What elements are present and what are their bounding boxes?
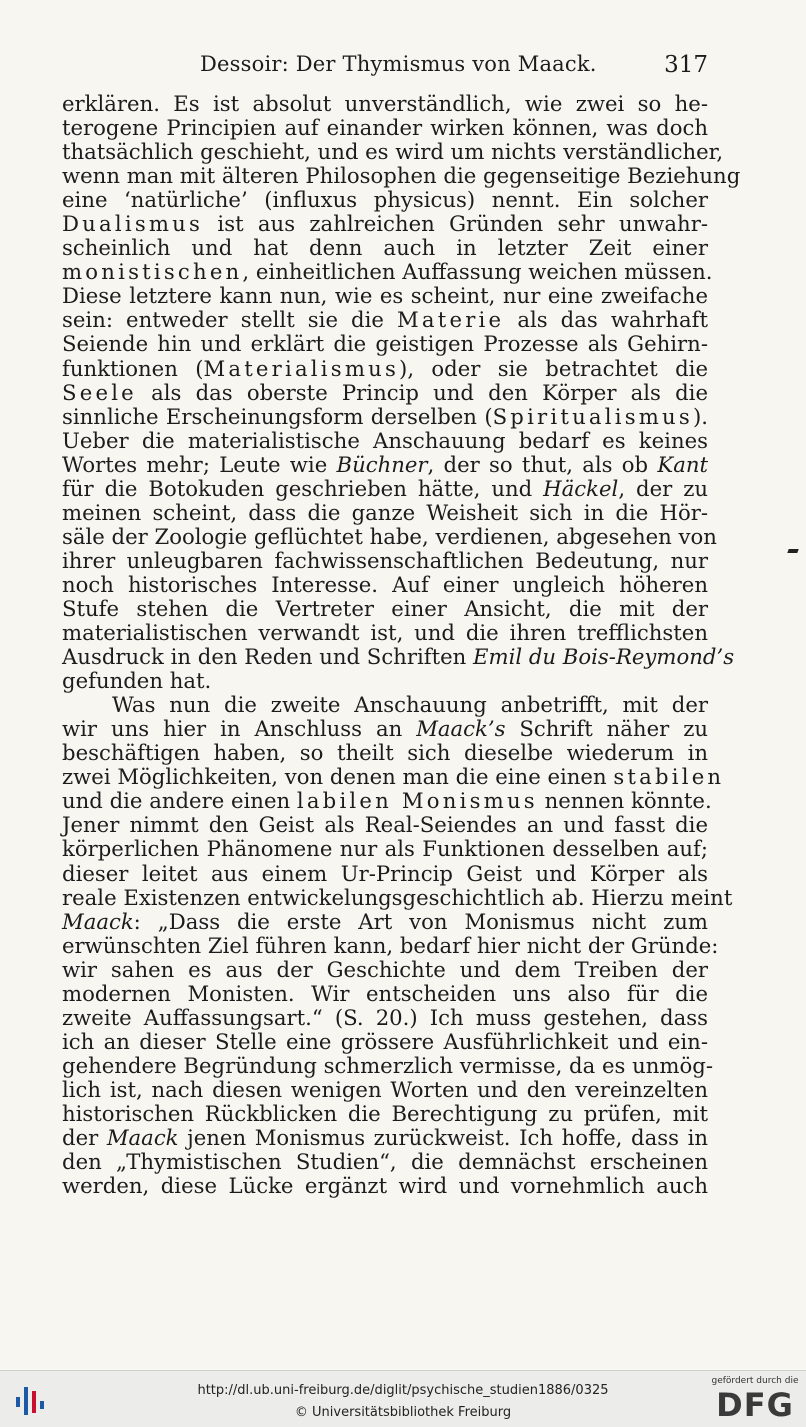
text-line (62, 813, 708, 837)
text-line (62, 477, 708, 501)
text-line (62, 429, 708, 453)
text-run: materialistischen verwandt ist, und die ihren trefflichsten (62, 620, 708, 646)
text-run: noch historisches Interesse. Auf einer ungleich höheren (62, 571, 708, 597)
text-run: terogene Principien auf einander wirken können, was doch (62, 115, 708, 141)
text-run: ich an dieser Stelle eine grössere Ausführlichkeit und ein- (62, 1028, 708, 1054)
text-line (62, 669, 708, 693)
text-line (62, 116, 708, 140)
text-line (62, 308, 708, 332)
text-run: scheinlich und hat denn auch in letzter Zeit einer (62, 235, 708, 261)
text-line (62, 1102, 708, 1126)
text-line (62, 332, 708, 356)
text-run: dieser leitet aus einem Ur-Princip Geist und Körper als (62, 860, 708, 886)
text-line (62, 982, 708, 1006)
text-line (62, 236, 708, 260)
text-line (62, 92, 708, 116)
dfg-wordmark: DFG (716, 1386, 794, 1424)
copyright-notice: © Universitätsbibliothek Freiburg (294, 1405, 512, 1420)
text-run: als das wahrhaft (504, 307, 708, 333)
italic-name: Maack (62, 908, 134, 934)
text-run: beschäftigen haben, so theilt sich dieselbe wiederum in (62, 740, 708, 766)
text-line (62, 621, 708, 645)
spaced-emphasis: labilen Monismus (296, 788, 538, 814)
text-run: der (62, 1125, 107, 1151)
text-line (62, 1174, 708, 1198)
text-line (62, 1052, 713, 1078)
text-run: Was nun die zweite Anschauung anbetrifft, mit der (112, 692, 708, 718)
text-line (62, 717, 708, 741)
text-run: Stufe stehen die Vertreter einer Ansicht, die mit der (62, 595, 708, 621)
body-text (62, 91, 741, 1199)
italic-name: Maack’s (416, 716, 506, 742)
spaced-emphasis: Spiritualismus (492, 403, 693, 429)
text-run: ist aus zahlreichen Gründen sehr unwahr- (203, 211, 708, 237)
text-run: Jener nimmt den Geist als Real-Seiendes an und fasst die (62, 812, 708, 838)
text-run: eine ‘natürliche’ (influxus physicus) nennt. Ein solcher (62, 187, 708, 213)
text-run: und die andere einen (62, 788, 297, 814)
italic-name: Emil du Bois-Reymond’s (473, 644, 735, 670)
text-run: reale Existenzen entwickelungsgeschichtlich ab. Hierzu meint (62, 884, 733, 910)
text-run: für die Botokuden geschrieben hätte, und (62, 475, 544, 501)
text-line (62, 788, 712, 814)
text-run: , der so thut, als ob (427, 451, 658, 477)
text-line (62, 1006, 708, 1030)
text-line (62, 163, 741, 189)
text-line (62, 764, 725, 790)
spaced-emphasis: Dualismus (62, 211, 204, 237)
text-run: Ueber die materialistische Anschauung bedarf es keines (62, 427, 708, 453)
text-run: meinen scheint, dass die ganze Weisheit sich in die Hör- (62, 499, 708, 525)
text-run: gefunden hat. (62, 668, 212, 694)
running-head (62, 52, 708, 80)
text-run: lich ist, nach diesen wenigen Worten und den vereinzelten (62, 1076, 708, 1102)
dfg-tagline: gefördert durch die (711, 1376, 799, 1386)
text-line (62, 453, 708, 477)
text-line (62, 884, 733, 910)
italic-name: Häckel (543, 475, 619, 501)
text-run: , einheitlichen Auffassung weichen müssen. (242, 259, 713, 285)
italic-name: Kant (657, 451, 708, 477)
text-run: körperlichen Phänomene nur als Funktionen desselben auf; (62, 836, 708, 862)
text-run: funktionen ( (62, 355, 204, 381)
text-run: sein: entweder stellt sie die (62, 307, 398, 333)
text-line (62, 523, 717, 549)
text-line (62, 741, 708, 765)
text-line (62, 1126, 708, 1150)
text-line (62, 837, 708, 861)
text-line (62, 1030, 708, 1054)
permalink-url[interactable]: http://dl.ub.uni-freiburg.de/diglit/psychische_studien1886/0325 (197, 1383, 609, 1398)
text-line (62, 501, 708, 525)
text-line (62, 910, 708, 934)
text-line (62, 549, 708, 573)
text-run: Schrift näher zu (505, 716, 708, 742)
text-run: Diese letztere kann nun, wie es scheint, nur eine zweifache (62, 283, 708, 309)
text-line (62, 644, 735, 670)
text-line (62, 188, 708, 212)
spaced-emphasis: Materie (397, 307, 505, 333)
text-run: wenn man mit älteren Philosophen die gegenseitige Beziehung (62, 163, 741, 189)
text-line (62, 862, 708, 886)
text-line (62, 1078, 708, 1102)
text-run: als das oberste Princip und den Körper als die (136, 379, 708, 405)
text-run: Wortes mehr; Leute wie (62, 451, 337, 477)
viewer-footer (0, 1370, 806, 1427)
text-run: Seiende hin und erklärt die geistigen Prozesse als Gehirn- (62, 331, 708, 357)
text-line (62, 284, 708, 308)
text-run: den „Thymistischen Studien“, die demnächst erscheinen (62, 1149, 708, 1175)
text-line (62, 958, 708, 982)
text-line (62, 357, 708, 381)
text-run: thatsächlich geschieht, und es wird um nichts verständlicher, (62, 139, 724, 165)
text-run: ), oder sie betrachtet die (399, 355, 708, 381)
dfg-logo-icon[interactable] (710, 1376, 800, 1424)
text-run: Ausdruck in den Reden und Schriften (62, 644, 474, 670)
text-run: gehendere Begründung schmerzlich vermisse, da es unmög- (62, 1052, 713, 1078)
text-line (62, 405, 708, 429)
spaced-emphasis: monistischen (62, 259, 243, 285)
spaced-emphasis: Materialismus (203, 355, 400, 381)
italic-name: Maack (106, 1125, 179, 1151)
text-line (62, 139, 724, 165)
text-run: , der zu (618, 475, 708, 501)
text-run: historischen Rückblicken die Berechtigung zu prüfen, mit (62, 1100, 708, 1126)
text-line (62, 259, 713, 285)
text-line (62, 212, 708, 236)
text-run: säle der Zoologie geflüchtet habe, verdienen, abgesehen von (62, 523, 717, 549)
text-line (62, 381, 708, 405)
text-run: sinnliche Erscheinungsform derselben ( (62, 403, 493, 429)
text-line (62, 1150, 708, 1174)
text-run: werden, diese Lücke ergänzt wird und vornehmlich auch (62, 1173, 708, 1199)
spaced-emphasis: Seele (62, 379, 137, 405)
text-line (62, 932, 719, 958)
running-title: Dessoir: Der Thymismus von Maack. (200, 52, 597, 76)
text-line (62, 573, 708, 597)
page-number: 317 (664, 52, 708, 78)
text-run: zwei Möglichkeiten, von denen man die eine einen (62, 764, 614, 790)
italic-name: Büchner (336, 451, 428, 477)
text-run: erwünschten Ziel führen kann, bedarf hier nicht der Gründe: (62, 932, 719, 958)
text-run: modernen Monisten. Wir entscheiden uns also für die (62, 980, 708, 1006)
margin-mark (787, 549, 798, 553)
text-line (62, 597, 708, 621)
text-line (62, 693, 708, 717)
text-run: : „Dass die erste Art von Monismus nicht zum (133, 908, 708, 934)
text-run: zweite Auffassungsart.“ (S. 20.) Ich muss gestehen, dass (62, 1004, 708, 1030)
text-run: erklären. Es ist absolut unverständlich, wie zwei so he- (62, 91, 708, 116)
text-run: jenen Monismus zurückweist. Ich hoffe, dass in (178, 1125, 708, 1151)
text-run: wir sahen es aus der Geschichte und dem Treiben der (62, 956, 708, 982)
text-run: ). (692, 403, 708, 429)
text-run: nennen könnte. (537, 788, 712, 814)
spaced-emphasis: stabilen (613, 764, 725, 790)
text-run: wir uns hier in Anschluss an (62, 716, 417, 742)
text-run: ihrer unleugbaren fachwissenschaftlichen Bedeutung, nur (62, 547, 708, 573)
